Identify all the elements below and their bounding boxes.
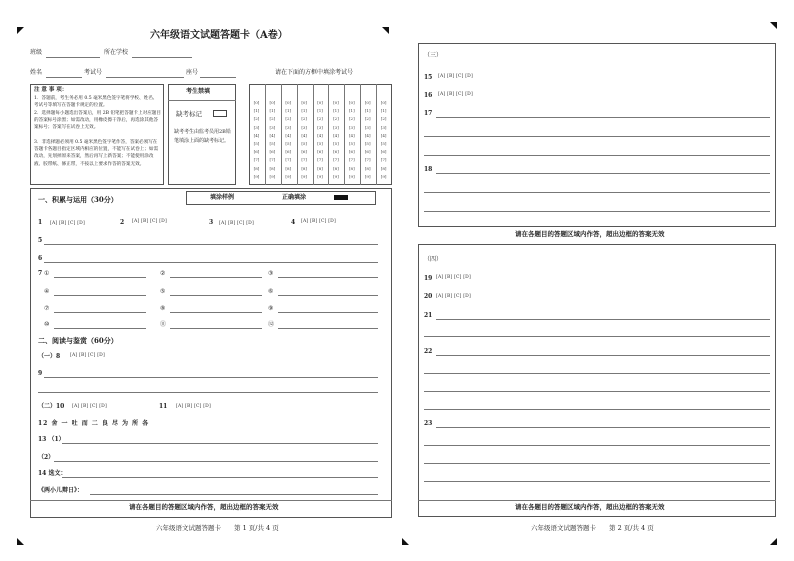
answer-frame-sec3 [418, 43, 776, 227]
q14-line-2[interactable] [90, 494, 378, 495]
q5-number: 5 [38, 237, 43, 244]
q21-line-1[interactable] [436, 319, 770, 320]
section-1-title: 一、积累与运用（30分） [38, 195, 118, 204]
grid-digit-cell[interactable]: [8] [253, 165, 260, 171]
q21-line-2[interactable] [424, 336, 770, 337]
grid-digit-cell[interactable]: [7] [317, 157, 323, 163]
q18-line-2[interactable] [424, 192, 770, 193]
q11-options[interactable]: [A] [B] [C] [D] [176, 404, 211, 409]
q5-answer-line[interactable] [44, 244, 378, 245]
q7-item-line[interactable] [170, 295, 262, 296]
school-label: 所在学校 [104, 49, 129, 56]
grid-digit-cell[interactable]: [7] [269, 157, 276, 163]
q7-item-line[interactable] [278, 328, 378, 329]
grid-digit-cell[interactable]: [3] [317, 124, 323, 130]
sub-1-q8: （一）8 [38, 353, 61, 360]
section-2-title: 二、阅读与鉴赏（60分） [38, 336, 118, 345]
grid-digit-cell[interactable]: [3] [380, 124, 387, 130]
grid-digit-cell[interactable]: [9] [253, 173, 260, 179]
grid-digit-cell[interactable]: [4] [348, 132, 355, 138]
seat-line[interactable] [200, 77, 236, 78]
q7-item-line[interactable] [278, 277, 378, 278]
grid-digit-cell[interactable]: [1] [317, 108, 323, 114]
grid-digit-cell[interactable]: [9] [348, 173, 355, 179]
fill-correct-label: 正确填涂 [282, 194, 307, 201]
grid-digit-cell[interactable]: [5] [285, 141, 292, 146]
grid-digit-cell[interactable]: [6] [285, 149, 292, 155]
grid-digit-cell[interactable]: [0] [348, 100, 355, 105]
grid-digit-cell[interactable]: [5] [317, 141, 323, 146]
class-label: 班级 [30, 49, 43, 56]
corner-mark-top-mid [382, 27, 389, 34]
right-footer: 六年级语文试题答题卡 第 2 页/共 4 页 [531, 524, 654, 532]
absent-text: 缺考考生由监考员用2B铅笔填涂上面的缺考标记。 [174, 129, 231, 144]
grid-digit-cell[interactable]: [7] [333, 157, 339, 163]
q23-number: 23 [424, 420, 433, 427]
grid-digit-cell[interactable]: [4] [317, 132, 323, 138]
q23-line-2[interactable] [424, 445, 770, 446]
grid-digit-cell[interactable]: [0] [364, 100, 371, 105]
grid-digit-cell[interactable]: [0] [285, 100, 292, 105]
grid-digit-cell[interactable]: [1] [285, 108, 292, 114]
q13-line-1[interactable] [62, 443, 378, 444]
grid-digit-cell[interactable]: [3] [269, 124, 276, 130]
q15-options[interactable]: [A] [B] [C] [D] [438, 74, 473, 79]
exam-no-line[interactable] [106, 77, 184, 78]
grid-digit-cell[interactable]: [6] [380, 149, 387, 155]
q23-line-4[interactable] [424, 481, 770, 482]
answer-frame-sec4 [418, 244, 776, 517]
q6-number: 6 [38, 255, 43, 262]
corner-mark-top-left [17, 27, 24, 34]
corner-mark-bottom-left [17, 538, 24, 545]
grid-digit-cell[interactable]: [6] [348, 149, 355, 155]
grid-digit-cell[interactable]: [4] [364, 132, 371, 138]
grid-digit-cell[interactable]: [9] [364, 173, 371, 179]
grid-digit-cell[interactable]: [5] [253, 141, 260, 146]
grid-digit-cell[interactable]: [0] [380, 100, 387, 105]
grid-digit-cell[interactable]: [7] [253, 157, 260, 163]
q17-line-1[interactable] [436, 117, 770, 118]
q7-item-label: ⑧ [160, 305, 166, 312]
page-title: 六年级语文试题答题卡（A卷） [150, 30, 288, 41]
grid-digit-cell[interactable]: [3] [285, 124, 292, 130]
grid-digit-cell[interactable]: [1] [348, 108, 355, 114]
grid-digit-cell[interactable]: [7] [380, 157, 387, 163]
q7-item-label: ⑥ [268, 288, 274, 295]
q7-item-label: ④ [44, 288, 50, 295]
q20-number: 20 [424, 293, 433, 300]
grid-digit-cell[interactable]: [9] [380, 173, 387, 179]
corner-mark-top-right [770, 22, 777, 29]
grid-digit-cell[interactable]: [1] [269, 108, 276, 114]
grid-digit-cell[interactable]: [9] [269, 173, 276, 179]
grid-digit-cell[interactable]: [2] [333, 116, 339, 122]
grid-digit-cell[interactable]: [6] [317, 149, 323, 155]
q7-item-line[interactable] [170, 328, 262, 329]
right-bottom-warning: 请在各题目的答题区域内作答，超出边框的答案无效 [515, 503, 665, 511]
grid-digit-cell[interactable]: [8] [364, 165, 371, 171]
grid-digit-cell[interactable]: [7] [301, 157, 307, 163]
q16-options[interactable]: [A] [B] [C] [D] [438, 92, 473, 97]
grid-digit-cell[interactable]: [8] [269, 165, 276, 171]
q7-item-line[interactable] [54, 328, 146, 329]
q9-number: 9 [38, 370, 43, 377]
school-line[interactable] [132, 57, 192, 58]
grid-digit-cell[interactable]: [7] [364, 157, 371, 163]
grid-digit-cell[interactable]: [3] [253, 124, 260, 130]
q14-line-1[interactable] [62, 477, 378, 478]
q9-answer-line-2[interactable] [38, 392, 378, 393]
q7-item-label: ① [44, 270, 50, 277]
left-footer: 六年级语文试题答题卡 第 1 页/共 4 页 [156, 524, 279, 532]
q15-number: 15 [424, 74, 433, 81]
q2-options[interactable]: [A] [B] [C] [D] [132, 219, 167, 224]
q19-options[interactable]: [A] [B] [C] [D] [436, 275, 471, 280]
q7-item-line[interactable] [170, 277, 262, 278]
notice-item-1: 1．答题前，考生务必用 0.5 毫米黑色签字笔将学校、姓名、考试号等填写在答题卡规定的位置。 [34, 96, 158, 109]
q22-line-4[interactable] [424, 409, 770, 410]
q7-item-label: ⑦ [44, 305, 50, 312]
left-bottom-divider [30, 500, 392, 501]
q4-options[interactable]: [A] [B] [C] [D] [301, 219, 336, 224]
q13-line-2[interactable] [54, 461, 378, 462]
q21-number: 21 [424, 312, 433, 319]
grid-digit-cell[interactable]: [4] [333, 132, 339, 138]
sec3-title: （三） [424, 52, 443, 59]
grid-digit-cell[interactable]: [2] [317, 116, 323, 122]
grid-digit-cell[interactable]: [7] [348, 157, 355, 163]
notice-item-2: 2．选择题每小题选出答案后，用 2B 铅笔把答题卡上对应题目的答案标号涂黑；如需改动，用橡皮擦干净后，再选涂其他答案标号；答案写在试卷上无效。 [34, 111, 161, 131]
grid-digit-cell[interactable]: [8] [380, 165, 387, 171]
grid-digit-cell[interactable]: [0] [253, 100, 260, 105]
q3-options[interactable]: [A] [B] [C] [D] [219, 221, 254, 226]
q2-number: 2 [120, 219, 125, 226]
q3-number: 3 [209, 219, 214, 226]
seat-label: 座号 [186, 69, 199, 76]
grid-digit-cell[interactable]: [5] [269, 141, 276, 146]
grid-digit-cell[interactable]: [0] [269, 100, 276, 105]
name-line[interactable] [46, 77, 82, 78]
grid-digit-cell[interactable]: [8] [301, 165, 307, 171]
q1-number: 1 [38, 219, 43, 226]
q8-options[interactable]: [A] [B] [C] [D] [70, 353, 105, 358]
absent-title: 考生禁填 [186, 88, 211, 95]
absent-divider [168, 100, 236, 101]
q22-line-3[interactable] [424, 391, 770, 392]
grid-digit-cell[interactable]: [3] [333, 124, 339, 130]
absent-label: 缺考标记 [176, 110, 202, 118]
grid-digit-cell[interactable]: [5] [301, 141, 307, 146]
q22-line-1[interactable] [436, 355, 770, 356]
grid-digit-cell[interactable]: [1] [333, 108, 339, 114]
grid-digit-cell[interactable]: [2] [380, 116, 387, 122]
grid-digit-cell[interactable]: [1] [301, 108, 307, 114]
q7-item-line[interactable] [54, 277, 146, 278]
q12-words: 12 舍 一 吐 而 二 良 尽 为 所 各 [38, 420, 150, 427]
q7-number: 7 [38, 270, 43, 277]
grid-digit-cell[interactable]: [3] [348, 124, 355, 130]
q1-options[interactable]: [A] [B] [C] [D] [50, 221, 85, 226]
q20-options[interactable]: [A] [B] [C] [D] [436, 294, 471, 299]
grid-digit-cell[interactable]: [8] [348, 165, 355, 171]
grid-digit-cell[interactable]: [5] [380, 141, 387, 146]
name-label: 姓名 [30, 69, 43, 76]
grid-digit-cell[interactable]: [4] [253, 132, 260, 138]
q7-item-line[interactable] [54, 295, 146, 296]
q7-item-line[interactable] [54, 312, 146, 313]
q7-item-label: ③ [268, 270, 274, 277]
q19-number: 19 [424, 275, 433, 282]
q7-item-label: ② [160, 270, 166, 277]
grid-digit-cell[interactable]: [9] [301, 173, 307, 179]
q14-label: 14 选文： [38, 470, 67, 477]
sub-2-q10: （二）10 [38, 403, 65, 410]
corner-mark-bottom-right [770, 538, 777, 545]
grid-digit-cell[interactable]: [4] [269, 132, 276, 138]
grid-digit-cell[interactable]: [6] [333, 149, 339, 155]
exam-no-label: 考试号 [84, 69, 103, 76]
q18-line-3[interactable] [424, 211, 770, 212]
class-line[interactable] [46, 57, 100, 58]
grid-digit-cell[interactable]: [2] [253, 116, 260, 122]
q10-options[interactable]: [A] [B] [C] [D] [72, 404, 107, 409]
q23-line-1[interactable] [436, 427, 770, 428]
q16-number: 16 [424, 92, 433, 99]
q17-line-2[interactable] [424, 136, 770, 137]
grid-digit-cell[interactable]: [4] [285, 132, 292, 138]
grid-digit-cell[interactable]: [3] [364, 124, 371, 130]
grid-digit-cell[interactable]: [2] [348, 116, 355, 122]
grid-digit-cell[interactable]: [2] [301, 116, 307, 122]
q18-line-1[interactable] [436, 173, 770, 174]
q7-item-label: ⑩ [44, 321, 50, 328]
grid-digit-cell[interactable]: [1] [380, 108, 387, 114]
fill-example-label: 填涂样例 [210, 194, 235, 201]
grid-digit-cell[interactable]: [9] [333, 173, 339, 179]
grid-digit-cell[interactable]: [2] [364, 116, 371, 122]
grid-digit-cell[interactable]: [8] [317, 165, 323, 171]
grid-digit-cell[interactable]: [7] [285, 157, 292, 163]
grid-digit-cell[interactable]: [0] [301, 100, 307, 105]
q7-item-line[interactable] [278, 295, 378, 296]
grid-digit-cell[interactable]: [3] [301, 124, 307, 130]
grid-digit-cell[interactable]: [2] [285, 116, 292, 122]
grid-digit-cell[interactable]: [9] [285, 173, 292, 179]
left-bottom-warning: 请在各题目的答题区域内作答，超出边框的答案无效 [129, 503, 279, 511]
grid-digit-cell[interactable]: [6] [364, 149, 371, 155]
exam-no-tip: 请在下面的方框中填涂考试号 [275, 69, 354, 76]
grid-digit-cell[interactable]: [5] [333, 141, 339, 146]
grid-digit-cell[interactable]: [8] [333, 165, 339, 171]
grid-digit-cell[interactable]: [1] [364, 108, 371, 114]
q22-line-2[interactable] [424, 373, 770, 374]
q22-number: 22 [424, 348, 433, 355]
notice-item-3: 3．非选择题必须用 0.5 毫米黑色签字笔作答，答案必须写在答题卡各题目指定区域内相应的位置，不能写在试卷上；如需改动，先划掉原来答案，然后再写上新答案；不能使用涂改液、胶带纸、修正带，不按以上要求作答的答案无效。 [34, 140, 159, 167]
grid-digit-cell[interactable]: [6] [301, 149, 307, 155]
grid-digit-cell[interactable]: [4] [380, 132, 387, 138]
grid-digit-cell[interactable]: [0] [333, 100, 339, 105]
corner-mark-bottom-mid [402, 538, 409, 545]
q13-part-2: （2） [38, 454, 55, 461]
q13-part-1: 13 （1） [38, 436, 65, 443]
grid-digit-cell[interactable]: [0] [317, 100, 323, 105]
q17-line-3[interactable] [424, 155, 770, 156]
q7-item-label: ⑪ [160, 321, 167, 328]
absent-mark-box[interactable] [213, 110, 227, 117]
q7-item-label: ⑤ [160, 288, 166, 295]
grid-digit-cell[interactable]: [6] [269, 149, 276, 155]
right-bottom-divider [418, 500, 776, 501]
grid-digit-cell[interactable]: [1] [253, 108, 260, 114]
q7-item-label: ⑨ [268, 305, 274, 312]
right-top-warning: 请在各题目的答题区域内作答，超出边框的答案无效 [515, 230, 665, 238]
q7-item-label: ⑫ [268, 321, 275, 328]
grid-digit-cell[interactable]: [8] [285, 165, 292, 171]
q23-line-3[interactable] [424, 463, 770, 464]
grid-digit-cell[interactable]: [5] [348, 141, 355, 146]
notice-title: 注 意 事 项： [34, 87, 68, 93]
q4-number: 4 [291, 219, 296, 226]
q9-answer-line-1[interactable] [44, 377, 378, 378]
grid-digit-cell[interactable]: [2] [269, 116, 276, 122]
grid-digit-cell[interactable]: [5] [364, 141, 371, 146]
q7-item-line[interactable] [170, 312, 262, 313]
grid-digit-cell[interactable]: [9] [317, 173, 323, 179]
q14-label-2: 《两小儿辩日》： [38, 487, 84, 494]
q17-number: 17 [424, 110, 433, 117]
q18-number: 18 [424, 166, 433, 173]
grid-digit-cell[interactable]: [6] [253, 149, 260, 155]
grid-digit-cell[interactable]: [4] [301, 132, 307, 138]
sec4-title: （四） [424, 256, 443, 263]
q11-number: 11 [159, 403, 168, 410]
q7-item-line[interactable] [278, 312, 378, 313]
q6-answer-line[interactable] [44, 262, 378, 263]
